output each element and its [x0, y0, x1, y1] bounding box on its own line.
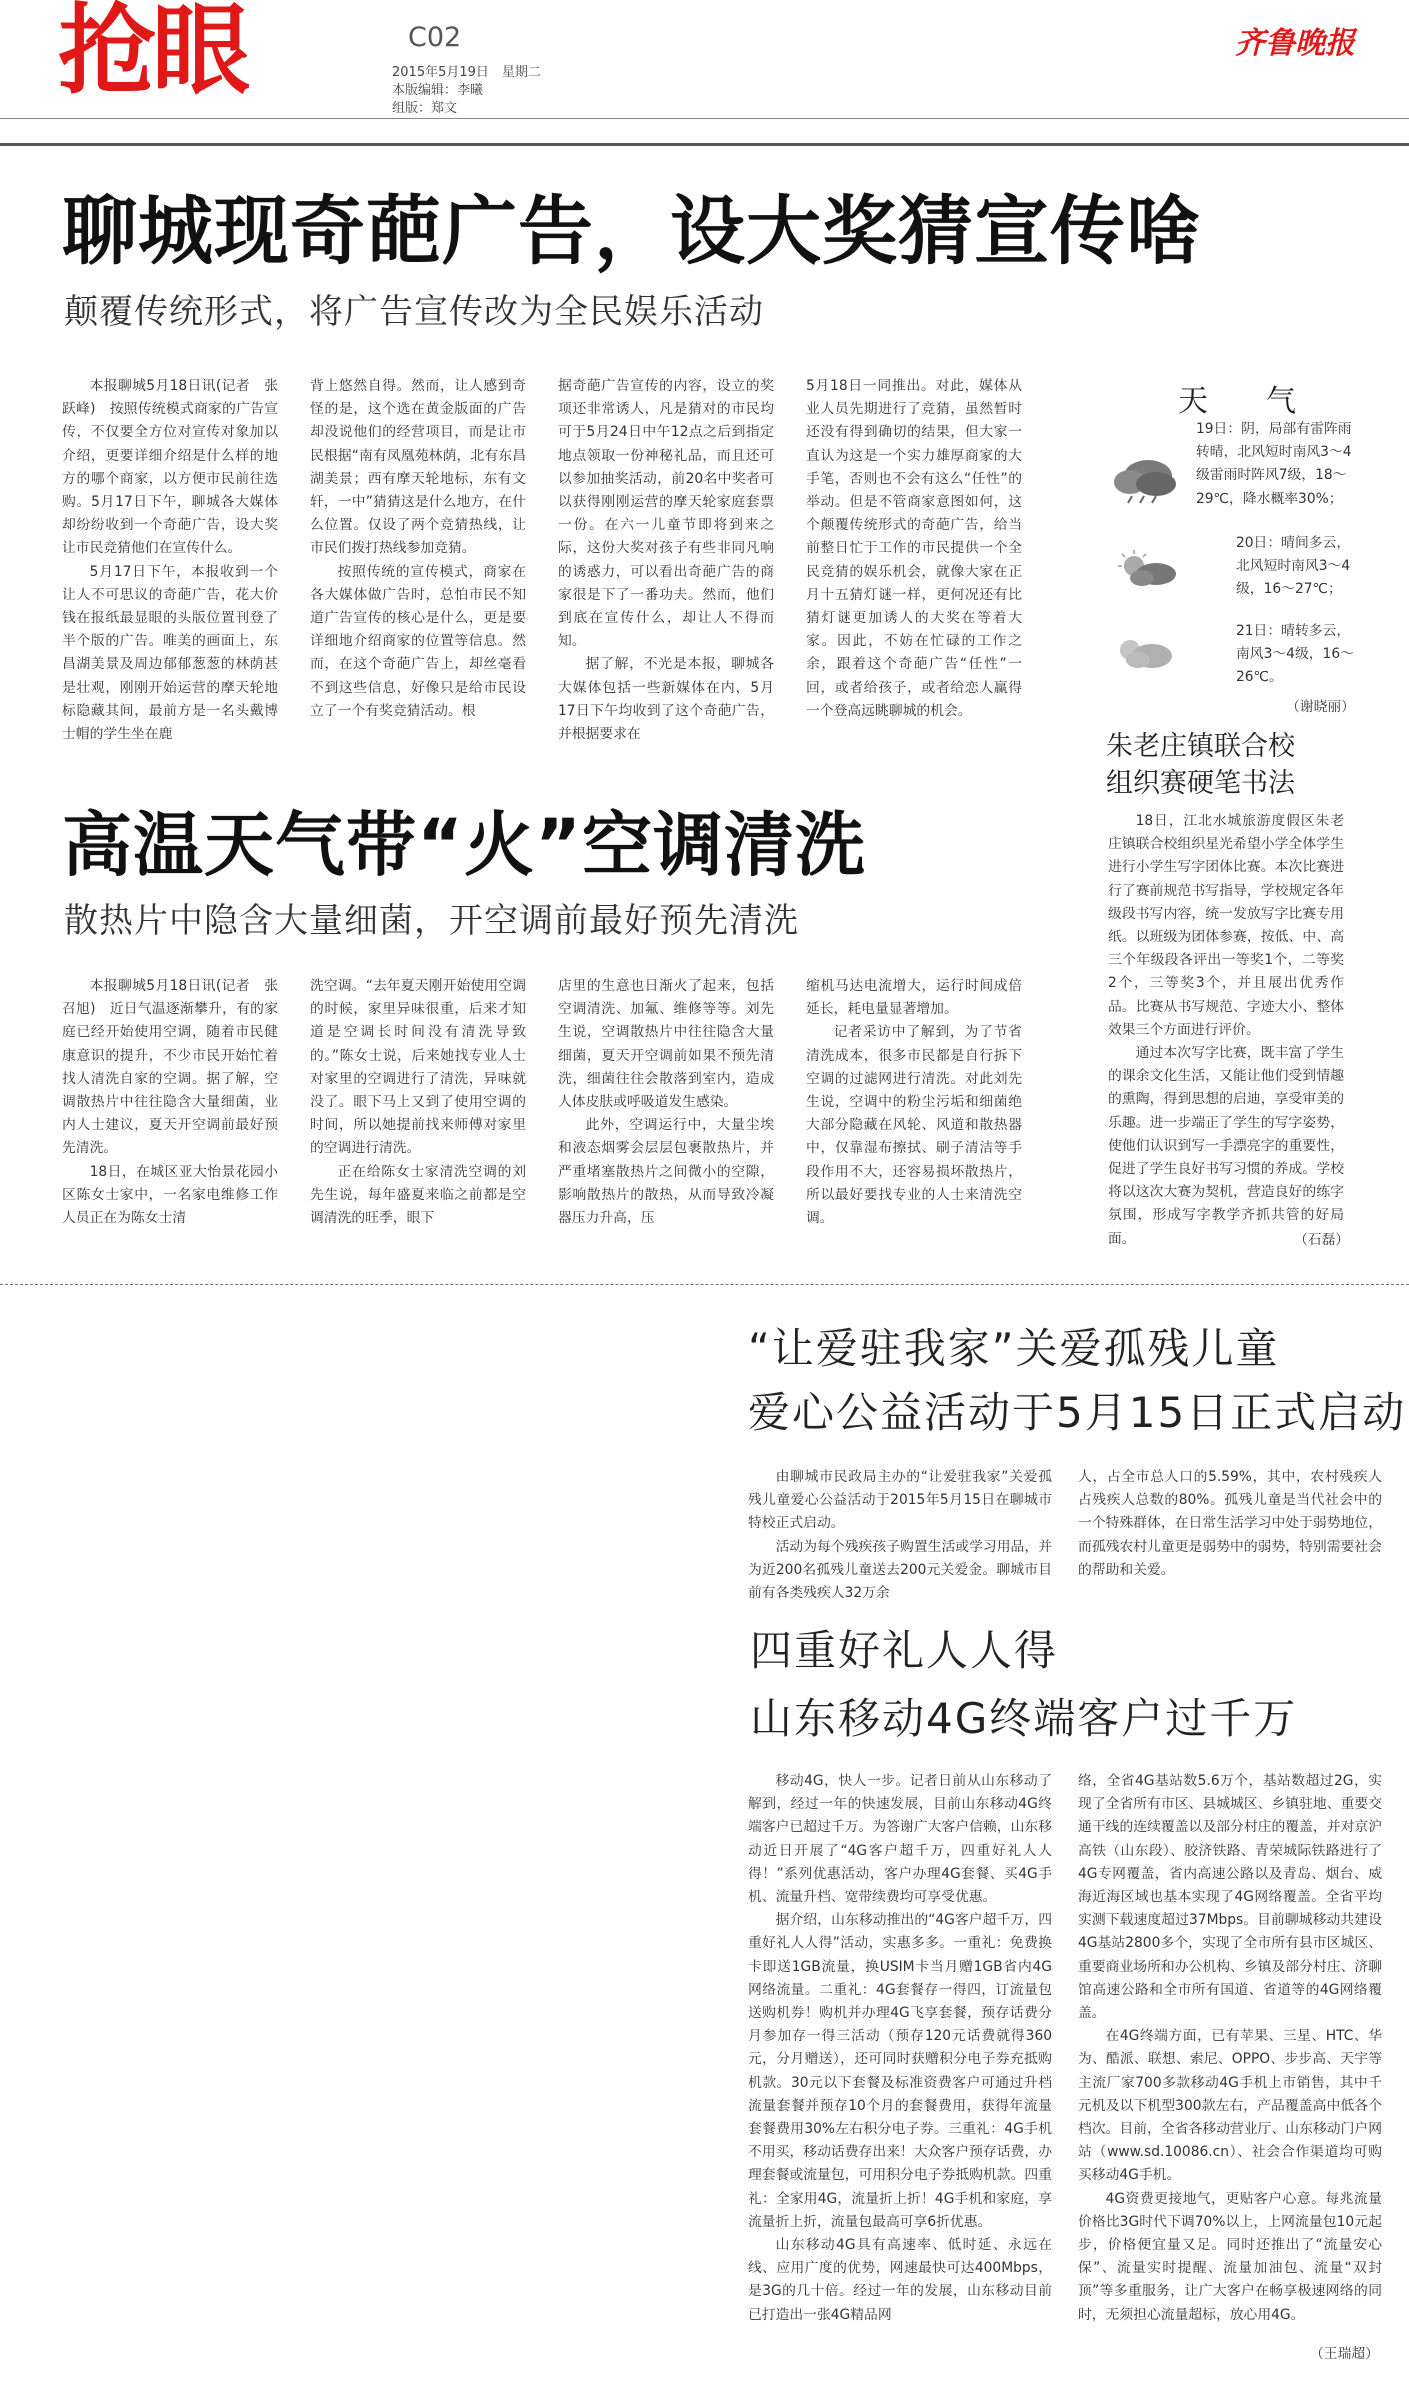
paragraph: 人，占全市总人口的5.59%，其中，农村残疾人占残疾人总数的80%。孤残儿童是当代社会中的一个特殊群体，在日常生活学习中处于弱势地位，而孤残农村儿童更是弱势中的弱势，特别需要社会的帮助和关爱。 — [1078, 1469, 1382, 1578]
weather-credit: （谢晓丽） — [1286, 699, 1355, 715]
issue-date: 2015年5月19日 星期二 — [392, 65, 541, 80]
story4-column-2 — [1078, 1770, 1382, 2330]
paragraph: 据了解，不光是本报，聊城各大媒体包括一些新媒体在内，5月17日下午均收到了这个奇葩广告，并根据要求在 — [558, 656, 774, 743]
editor-credit: 本版编辑：李曦 — [392, 83, 484, 98]
story2-column-1 — [62, 975, 278, 1239]
story2-column-4 — [806, 975, 1022, 1239]
paragraph: 在4G终端方面，已有苹果、三星、HTC、华为、酷派、联想、索尼、OPPO、步步高、天宇等主流厂家700多款移动4G手机上市销售，其中千元机及以下机型300款左右，产品覆盖高中低各个档次。目前，全省各移动营业厅、山东移动门户网站（www.sd.10086.cn）、社会合作渠道均可购买移动4G手机。 — [1078, 2028, 1382, 2184]
story4-headline-line2: 山东移动4G终端客户过千万 — [750, 1694, 1298, 1743]
paragraph: 缩机马达电流增大，运行时间成倍延长，耗电量显著增加。 — [806, 978, 1022, 1018]
paragraph: 此外，空调运行中，大量尘埃和液态烟雾会层层包裹散热片，并严重堵塞散热片之间微小的空隙，影响散热片的散热，从而导致冷凝器压力升高，压 — [558, 1117, 774, 1227]
paragraph: 据奇葩广告宣传的内容，设立的奖项还非常诱人，凡是猜对的市民均可于5月24日中午12点之后到指定地点领取一份神秘礼品，而且还可以参加抽奖活动，前20名中奖者可以获得刚刚运营的摩天轮家庭套票一份。在六一儿童节即将到来之际，这份大奖对孩子有些非同凡响的诱惑力，可以看出奇葩广告的商家很是下了一番功夫。然而，他们到底在宣传什么，却让人不得而知。 — [558, 378, 774, 650]
story1-column-4 — [806, 375, 1022, 755]
calligraphy-body — [1108, 810, 1344, 1250]
paragraph: 络，全省4G基站数5.6万个，基站数超过2G，实现了全省所有市区、县城城区、乡镇驻地、重要交通干线的连续覆盖以及部分村庄的覆盖，并对京沪高铁（山东段）、胶济铁路、青荣城际铁路进行了4G专网覆盖，省内高速公路以及青岛、烟台、威海近海区域也基本实现了4G网络覆盖。全省平均实测下载速度超过37Mbps。目前聊城移动共建设4G基站2800多个，实现了全市所有县市区城区、重要商业场所和办公机构、乡镇及部分村庄、济聊馆高速公路和全市所有国道、省道等的4G网络覆盖。 — [1078, 1773, 1382, 2022]
paragraph: 山东移动4G具有高速率、低时延、永远在线、应用广度的优势，网速最快可达400Mbps，是3G的几十倍。经过一年的发展，山东移动目前已打造出一张4G精品网 — [748, 2237, 1052, 2323]
paragraph: 按照传统的宣传模式，商家在各大媒体做广告时，总怕市民不知道广告宣传的核心是什么，更是要详细地介绍商家的位置等信息。然而，在这个奇葩广告上，却丝毫看不到这些信息，好像只是给市民设立了一个有奖竞猜活动。根 — [310, 563, 526, 719]
story1-subhead: 颠覆传统形式，将广告宣传改为全民娱乐活动 — [64, 292, 764, 332]
calligraphy-headline-line2: 组织赛硬笔书法 — [1106, 768, 1295, 799]
story4-credit: （王瑞超） — [1310, 2346, 1379, 2362]
paragraph: 据介绍，山东移动推出的“4G客户超千万，四重好礼人人得”活动，实惠多多。一重礼：免费换卡即送1GB流量，换USIM卡当月赠1GB省内4G网络流量。二重礼：4G套餐存一得四，订流量包送购机券！购机并办理4G飞享套餐，预存话费分月参加存一得三活动（预存120元话费就得360元，分月赠送），还可同时获赠积分电子券充抵购机款。30元以下套餐及标准资费客户可通过升档流量套餐并预存10个月的套餐费用，获得年流量套餐费用30%左右积分电子券。三重礼：4G手机不用买，移动话费存出来！大众客户预存话费，办理套餐或流量包，可用积分电子券抵购机款。四重礼：全家用4G，流量折上折！4G手机和家庭，享流量折上折，流量包最高可享6折优惠。 — [748, 1912, 1052, 2230]
section-divider — [0, 1284, 1409, 1285]
paragraph: 5月18日一同推出。对此，媒体从业人员先期进行了竞猜，虽然暂时还没有得到确切的结果，但大家一直认为这是一个实力雄厚商家的大手笔，否则也不会有这么“任性”的举动。但是不管商家意图如何，这个颠覆传统形式的奇葩广告，给当前整日忙于工作的市民提供一个全民竞猜的娱乐机会，就像大家在正月十五猜灯谜一样，更何况还有比猜灯谜更加诱人的大奖在等着大家。因此，不妨在忙碌的工作之余，跟着这个奇葩广告“任性”一回，或者给孩子，或者给恋人赢得一个登高远眺聊城的机会。 — [806, 378, 1022, 719]
newspaper-logo: 齐鲁晚报 — [1235, 26, 1355, 61]
story1-headline: 聊城现奇葩广告，设大奖猜宣传啥 — [62, 187, 1203, 275]
paragraph: 本报聊城5月18日讯(记者 张召旭) 近日气温逐渐攀升，有的家庭已经开始使用空调，随着市民健康意识的提升，不少市民开始忙着找人清洗自家的空调。据了解，空调散热片中往往隐含大量细菌，业内人士建议，夏天开空调前最好预先清洗。 — [62, 978, 278, 1157]
story3-headline-line2: 爱心公益活动于5月15日正式启动 — [748, 1388, 1407, 1437]
paragraph: 店里的生意也日渐火了起来，包括空调清洗、加氟、维修等等。刘先生说，空调散热片中往往隐含大量细菌，夏天开空调前如果不预先清洗，细菌往往会散落到室内，造成人体皮肤或呼吸道发生感染。 — [558, 978, 774, 1111]
story1-column-3 — [558, 375, 774, 755]
weather-day20: 20日：晴间多云，北风短时南风3～4级，16～27℃； — [1236, 535, 1351, 598]
masthead-divider — [0, 143, 1409, 146]
paragraph: 通过本次写字比赛，既丰富了学生的课余文化生活，又能让他们受到情趣的熏陶，得到思想的启迪，享受审美的乐趣。进一步端正了学生的写字姿势，使他们认识到写一手漂亮字的重要性，促进了学生良好书写习惯的养成。学校将以这次大赛为契机，营造良好的练字氛围，形成写字教学齐抓共管的好局面。 — [1108, 1045, 1344, 1247]
story2-column-3 — [558, 975, 774, 1239]
paragraph: 由聊城市民政局主办的“让爱驻我家”关爱孤残儿童爱心公益活动于2015年5月15日在聊城市特校正式启动。 — [748, 1469, 1052, 1532]
weather-title: 天 气 — [1178, 384, 1310, 419]
story1-column-2 — [310, 375, 526, 755]
story4-column-1 — [748, 1770, 1052, 2370]
paragraph: 洗空调。“去年夏天刚开始使用空调的时候，家里异味很重，后来才知道是空调长时间没有清洗导致的。”陈女士说，后来她找专业人士对家里的空调进行了清洗，异味就没了。眼下马上又到了使用空调的时间，所以她提前找来师傅对家里的空调进行清洗。 — [310, 978, 526, 1157]
section-brand: 抢眼 — [58, 0, 247, 108]
paragraph: 5月17日下午，本报收到一个让人不可思议的奇葩广告，花大价钱在报纸最显眼的头版位置刊登了半个版的广告。唯美的画面上，东昌湖美景及周边郁郁葱葱的林荫甚是壮观，刚刚开始运营的摩天轮地标隐藏其间，最前方是一名头戴博士帽的学生坐在鹿 — [62, 563, 278, 743]
paragraph: 背上悠然自得。然而，让人感到奇怪的是，这个选在黄金版面的广告却没说他们的经营项目，而是让市民根据“南有凤凰苑林荫，北有东昌湖美景；西有摩天轮地标，东有文轩，一中”猜猜这是什么地方，在什么位置。仅设了两个竞猜热线，让市民们拨打热线参加竞猜。 — [310, 378, 526, 557]
partly-cloudy-icon — [1110, 632, 1180, 672]
paragraph: 活动为每个残疾孩子购置生活或学习用品，并为近200名孤残儿童送去200元关爱金。聊城市目前有各类残疾人32万余 — [748, 1538, 1052, 1602]
story2-subhead: 散热片中隐含大量细菌，开空调前最好预先清洗 — [64, 901, 799, 941]
story3-column-2 — [1078, 1466, 1382, 1606]
story3-column-1 — [748, 1466, 1052, 1606]
sun-cloud-icon — [1112, 548, 1182, 588]
paragraph: 4G资费更接地气，更贴客户心意。每兆流量价格比3G时代下调70%以上，上网流量包10元起步，价格便宜量又足。同时还推出了“流量安心保”、流量实时提醒、流量加油包、流量“双封顶”等多重服务，让广大客户在畅享极速网络的同时，无须担心流量超标，放心用4G。 — [1078, 2190, 1382, 2323]
calligraphy-headline-line1: 朱老庄镇联合校 — [1106, 731, 1295, 762]
story2-headline: 高温天气带“火”空调清洗 — [62, 804, 867, 886]
story4-headline-line1: 四重好礼人人得 — [750, 1626, 1059, 1675]
paragraph: 记者采访中了解到，为了节省清洗成本，很多市民都是自行拆下空调的过滤网进行清洗。对此刘先生说，空调中的粉尘污垢和细菌绝大部分隐藏在风轮、风道和散热器中，仅靠湿布擦拭、刷子清洁等手段作用不大，还容易损坏散热片，所以最好要找专业的人士来清洗空调。 — [806, 1024, 1022, 1227]
weather-day21: 21日：晴转多云，南风3～4级，16～26℃。 — [1236, 623, 1354, 686]
story2-column-2 — [310, 975, 526, 1239]
paragraph: 正在给陈女士家清洗空调的刘先生说，每年盛夏来临之前都是空调清洗的旺季，眼下 — [310, 1163, 526, 1227]
paragraph: 移动4G，快人一步。记者日前从山东移动了解到，经过一年的快速发展，目前山东移动4G终端客户已超过千万。为答谢广大客户信赖，山东移动近日开展了“4G客户超千万，四重好礼人人得！”系列优惠活动，客户办理4G套餐、买4G手机、流量升档、宽带续费均可享受优惠。 — [748, 1773, 1052, 1906]
story3-headline-line1: “让爱驻我家”关爱孤残儿童 — [748, 1324, 1280, 1373]
story1-column-1 — [62, 375, 278, 755]
rain-cloud-icon — [1108, 452, 1180, 504]
paragraph: 18日，在城区亚大怡景花园小区陈女士家中，一名家电维修工作人员正在为陈女士清 — [62, 1163, 278, 1227]
paragraph: 本报聊城5月18日讯(记者 张跃峰) 按照传统模式商家的广告宣传，不仅要全方位对宣传对象加以介绍，更要详细介绍是什么样的地方的哪个商家，以方便市民前往选购。5月17日下午，聊城各大媒体却纷纷收到一个奇葩广告，设大奖让市民竞猜他们在宣传什么。 — [62, 378, 278, 557]
page-number: C02 — [408, 22, 462, 53]
calligraphy-credit: （石磊） — [1294, 1232, 1350, 1248]
masthead-rule-top — [0, 118, 1409, 119]
layout-credit: 组版：郑文 — [392, 101, 458, 116]
weather-day19: 19日：阴，局部有雷阵雨转晴，北风短时南风3～4级雷雨时阵风7级，18～29℃，降水概率30%； — [1196, 421, 1352, 507]
paragraph: 18日，江北水城旅游度假区朱老庄镇联合校组织星光希望小学全体学生进行小学生写字团体比赛。本次比赛进行了赛前规范书写指导，学校规定各年级段书写内容，统一发放写字比赛专用纸。以班级为团体参赛，按低、中、高三个年级段各评出一等奖1个，二等奖2个，三等奖3个，并且展出优秀作品。比赛从书写规范、字迹大小、整体效果三个方面进行评价。 — [1108, 813, 1344, 1038]
